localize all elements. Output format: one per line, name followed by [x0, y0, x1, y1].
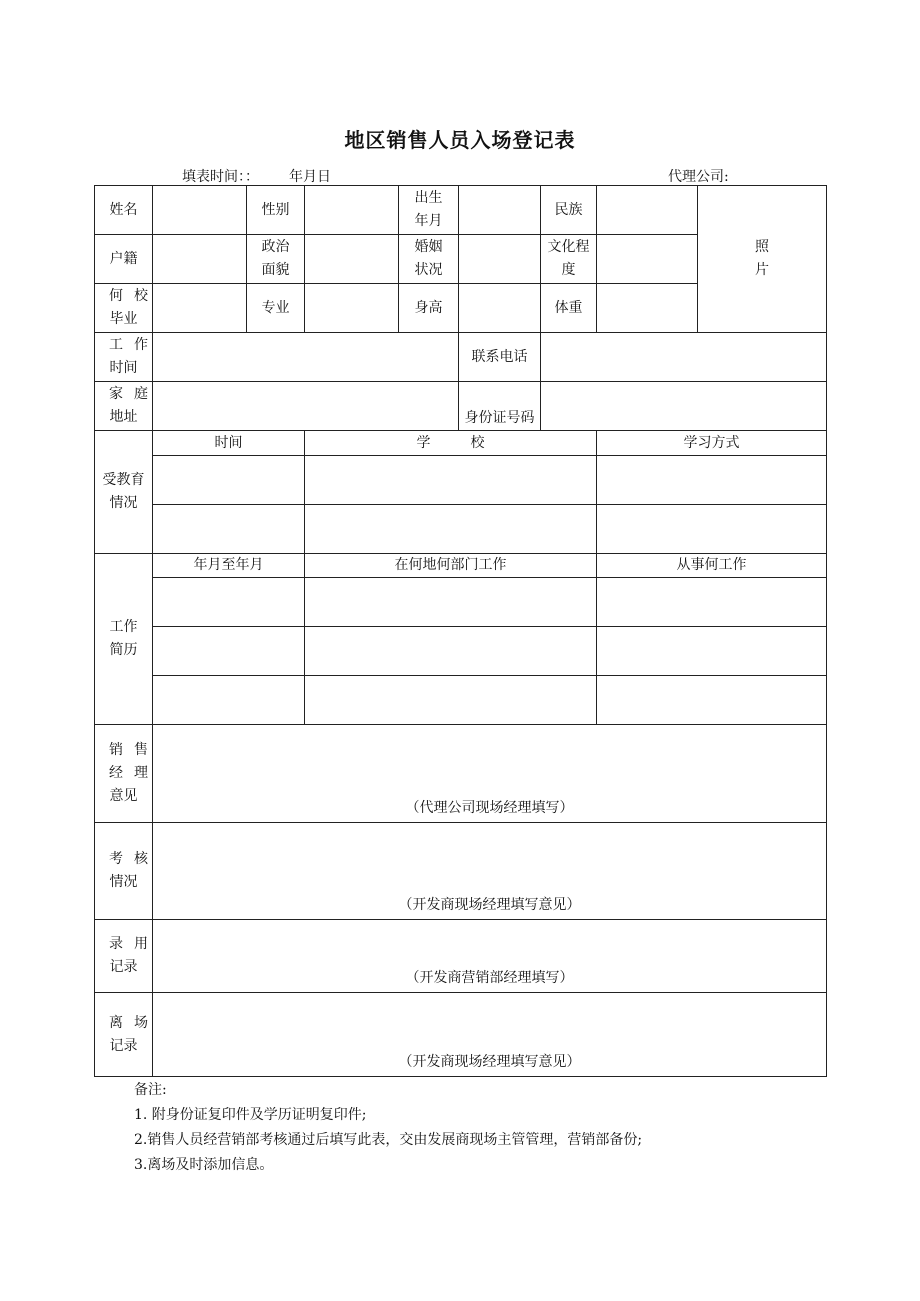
birth-field[interactable] [459, 186, 541, 235]
id-number-label: 身份证号码 [459, 382, 541, 431]
assessment-label: 考 核 情况 [95, 823, 153, 920]
ethnicity-label: 民族 [541, 186, 597, 235]
opinion-note: （开发商现场经理填写意见） [398, 897, 581, 913]
agency-label: 代理公司: [668, 169, 729, 185]
height-label: 身高 [399, 284, 459, 333]
education-label: 受教育 情况 [95, 431, 153, 554]
photo-box[interactable] [698, 186, 827, 333]
work-dept-cell[interactable] [305, 676, 597, 725]
marital-field[interactable] [459, 235, 541, 284]
work-job-cell[interactable] [597, 676, 827, 725]
opinion-note: （代理公司现场经理填写） [405, 800, 574, 816]
phone-label: 联系电话 [459, 333, 541, 382]
edu-time-cell[interactable] [153, 505, 305, 554]
registration-table [94, 185, 827, 1077]
weight-field[interactable] [597, 284, 698, 333]
notes-section [134, 1078, 642, 1178]
major-field[interactable] [305, 284, 399, 333]
work-time-field[interactable] [153, 333, 459, 382]
note-item: 3.离场及时添加信息。 [134, 1157, 274, 1173]
marital-label: 婚姻 状况 [399, 235, 459, 284]
work-period-cell[interactable] [153, 578, 305, 627]
work-job-cell[interactable] [597, 578, 827, 627]
ethnicity-field[interactable] [597, 186, 698, 235]
work-col-period: 年月至年月 [153, 554, 305, 578]
address-label: 家 庭 地址 [95, 382, 153, 431]
household-field[interactable] [153, 235, 247, 284]
opinion-note: （开发商营销部经理填写） [405, 970, 574, 986]
photo-label-2: 片 [755, 262, 769, 278]
hiring-record-field[interactable] [153, 920, 827, 993]
work-dept-cell[interactable] [305, 627, 597, 676]
gender-label: 性别 [247, 186, 305, 235]
opinion-note: （开发商现场经理填写意见） [398, 1054, 581, 1070]
edu-mode-cell[interactable] [597, 505, 827, 554]
school-label: 何 校 毕业 [95, 284, 153, 333]
education-level-label: 文化程 度 [541, 235, 597, 284]
major-label: 专业 [247, 284, 305, 333]
note-item: 2.销售人员经营销部考核通过后填写此表，交由发展商现场主管管理，营销部备份; [134, 1132, 643, 1148]
notes-heading: 备注: [134, 1082, 167, 1098]
name-label: 姓名 [95, 186, 153, 235]
edu-col-time: 时间 [153, 431, 305, 456]
edu-time-cell[interactable] [153, 456, 305, 505]
sales-manager-opinion-field[interactable] [153, 725, 827, 823]
edu-col-mode: 学习方式 [597, 431, 827, 456]
departure-record-field[interactable] [153, 993, 827, 1077]
school-field[interactable] [153, 284, 247, 333]
work-period-cell[interactable] [153, 676, 305, 725]
household-label: 户籍 [95, 235, 153, 284]
photo-label-1: 照 [755, 239, 769, 255]
work-job-cell[interactable] [597, 627, 827, 676]
sales-manager-opinion-label: 销 售 经 理 意见 [95, 725, 153, 823]
fill-time-label: 填表时间：： [182, 169, 259, 185]
note-item: 1. 附身份证复印件及学历证明复印件; [134, 1107, 367, 1123]
work-col-job: 从事何工作 [597, 554, 827, 578]
edu-col-school: 学 校 [305, 431, 597, 456]
education-level-field[interactable] [597, 235, 698, 284]
edu-school-cell[interactable] [305, 456, 597, 505]
gender-field[interactable] [305, 186, 399, 235]
departure-record-label: 离 场 记录 [95, 993, 153, 1077]
phone-field[interactable] [541, 333, 827, 382]
birth-label: 出生 年月 [399, 186, 459, 235]
form-title: 地区销售人员入场登记表 [344, 128, 576, 152]
political-field[interactable] [305, 235, 399, 284]
weight-label: 体重 [541, 284, 597, 333]
name-field[interactable] [153, 186, 247, 235]
edu-mode-cell[interactable] [597, 456, 827, 505]
hiring-record-label: 录 用 记录 [95, 920, 153, 993]
work-history-label: 工作 简历 [95, 554, 153, 725]
assessment-field[interactable] [153, 823, 827, 920]
id-number-field[interactable] [541, 382, 827, 431]
work-dept-cell[interactable] [305, 578, 597, 627]
height-field[interactable] [459, 284, 541, 333]
work-period-cell[interactable] [153, 627, 305, 676]
work-time-label: 工 作 时间 [95, 333, 153, 382]
address-field[interactable] [153, 382, 459, 431]
fill-time-value: 年月日 [289, 169, 331, 185]
political-label: 政治 面貌 [247, 235, 305, 284]
work-col-dept: 在何地何部门工作 [305, 554, 597, 578]
edu-school-cell[interactable] [305, 505, 597, 554]
